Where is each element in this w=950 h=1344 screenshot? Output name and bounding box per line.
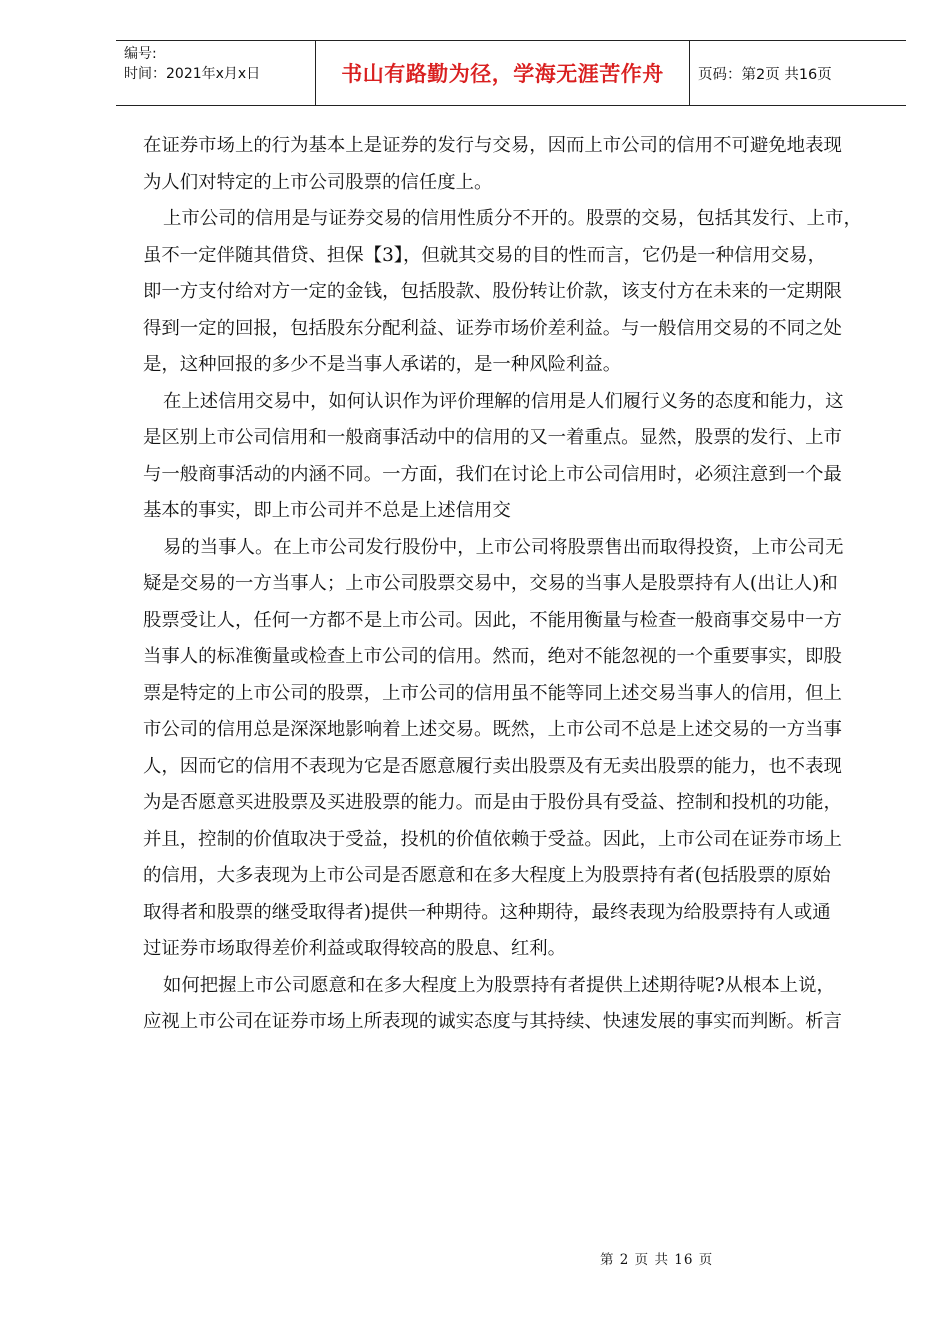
text-line: 在证券市场上的行为基本上是证券的发行与交易，因而上市公司的信用不可避免地表现 (143, 135, 842, 156)
text-line: 当事人的标准衡量或检查上市公司的信用。然而，绝对不能忽视的一个重要事实，即股 (143, 646, 842, 667)
text-line: 虽不一定伴随其借贷、担保【3】，但就其交易的目的性而言，它仍是一种信用交易， (143, 244, 826, 266)
text-line: 基本的事实，即上市公司并不总是上述信用交 (143, 500, 511, 521)
text-line: 易的当事人。在上市公司发行股份中，上市公司将股票售出而取得投资，上市公司无 (163, 536, 844, 558)
text-line: 票是特定的上市公司的股票，上市公司的信用虽不能等同上述交易当事人的信用，但上 (143, 682, 842, 704)
document-body (143, 128, 883, 1041)
text-line: 股票受让人，任何一方都不是上市公司。因此，不能用衡量与检查一般商事交易中一方 (143, 609, 842, 631)
text-line: 得到一定的回报，包括股东分配利益、证券市场价差利益。与一般信用交易的不同之处 (143, 317, 842, 339)
text-line: 为人们对特定的上市公司股票的信任度上。 (143, 171, 493, 193)
text-line: 为是否愿意买进股票及买进股票的能力。而是由于股份具有受益、控制和投机的功能， (143, 792, 842, 813)
text-line: 取得者和股票的继受取得者)提供一种期待。这种期待，最终表现为给股票持有人或通 (143, 901, 831, 923)
document-number-label: 编号: (124, 46, 157, 62)
text-line: 与一般商事活动的内涵不同。一方面，我们在讨论上市公司信用时，必须注意到一个最 (143, 463, 842, 485)
text-line: 应视上市公司在证券市场上所表现的诚实态度与其持续、快速发展的事实而判断。析言 (143, 1011, 842, 1032)
header-meta-cell (116, 41, 316, 105)
text-line: 上市公司的信用是与证券交易的信用性质分不开的。股票的交易，包括其发行、上市， (163, 208, 862, 229)
text-line: 疑是交易的一方当事人；上市公司股票交易中，交易的当事人是股票持有人(出让人)和 (143, 573, 838, 594)
header-page-info: 页码：第2页 共16页 (698, 66, 832, 83)
text-line: 的信用，大多表现为上市公司是否愿意和在多大程度上为股票持有者(包括股票的原始 (143, 865, 831, 886)
page-footer: 第 2 页 共 16 页 (600, 1252, 714, 1268)
text-line: 并且，控制的价值取决于受益，投机的价值依赖于受益。因此，上市公司在证券市场上 (143, 828, 842, 850)
page-header (116, 40, 906, 106)
text-line: 市公司的信用总是深深地影响着上述交易。既然，上市公司不总是上述交易的一方当事 (143, 719, 842, 740)
text-line: 如何把握上市公司愿意和在多大程度上为股票持有者提供上述期待呢?从根本上说， (163, 974, 835, 996)
text-line: 人，因而它的信用不表现为它是否愿意履行卖出股票及有无卖出股票的能力，也不表现 (143, 755, 842, 777)
document-time-label: 时间：2021年x月x日 (124, 66, 261, 82)
text-line: 在上述信用交易中，如何认识作为评价理解的信用是人们履行义务的态度和能力，这 (163, 390, 844, 412)
text-line: 是区别上市公司信用和一般商事活动中的信用的又一着重点。显然，股票的发行、上市 (143, 427, 842, 448)
text-line: 过证券市场取得差价利益或取得较高的股息、红利。 (143, 938, 566, 959)
text-line: 是，这种回报的多少不是当事人承诺的，是一种风险利益。 (143, 354, 622, 375)
text-line: 即一方支付给对方一定的金钱，包括股款、股份转让价款，该支付方在未来的一定期限 (143, 281, 842, 302)
header-motto: 书山有路勤为径，学海无涯苦作舟 (316, 41, 690, 105)
